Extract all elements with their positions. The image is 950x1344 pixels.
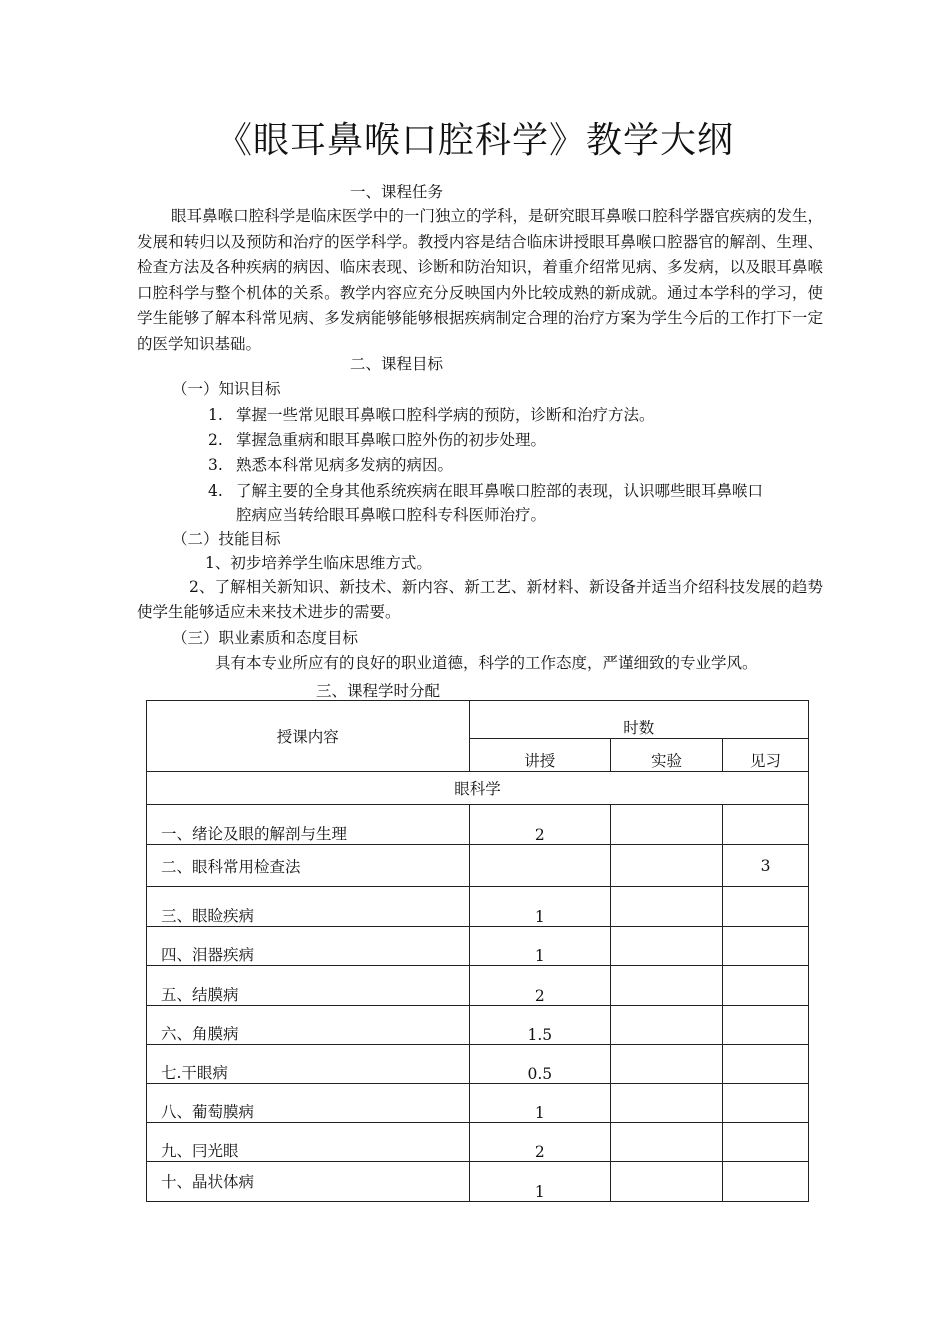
row-content: 六、角膜病: [147, 1006, 470, 1045]
table-row: [147, 1045, 809, 1084]
header-practice: 见习: [723, 739, 809, 772]
table-header-row: [147, 701, 809, 739]
row-practice: [723, 1162, 809, 1202]
row-lecture: 1: [469, 1162, 610, 1202]
table-row: [147, 805, 809, 845]
row-practice: [723, 927, 809, 966]
knowledge-item-text: 了解主要的全身其他系统疾病在眼耳鼻喉口腔部的表现，认识哪些眼耳鼻喉口: [236, 482, 764, 500]
knowledge-item-text: 掌握急重病和眼耳鼻喉口腔外伤的初步处理。: [236, 431, 547, 449]
course-task-paragraph: 眼耳鼻喉口腔科学是临床医学中的一门独立的学科，是研究眼耳鼻喉口腔科学器官疾病的发生，发展和转归以及预防和治疗的医学科学。教授内容是结合临床讲授眼耳鼻喉口腔器官的解剖、生理、检查方法及各种疾病的病因、临床表现、诊断和防治知识，着重介绍常见病、多发病，以及眼耳鼻喉口腔科学与整个机体的关系。教学内容应充分反映国内外比较成熟的新成就。通过本学科的学习，使学生能够了解本科常见病、多发病能够能够根据疾病制定合理的治疗方案为学生今后的工作打下一定的医学知识基础。: [137, 207, 823, 353]
row-lecture: 1: [469, 927, 610, 966]
section-heading-course-task: 一、课程任务: [350, 183, 444, 201]
table-row: [147, 1006, 809, 1045]
group-ophthalmology: 眼科学: [147, 772, 809, 805]
table-row: [147, 966, 809, 1006]
knowledge-item-number: 1.: [208, 406, 223, 424]
row-content: 八、葡萄膜病: [147, 1084, 470, 1123]
knowledge-item-number: 2.: [208, 431, 223, 449]
row-practice: [723, 1045, 809, 1084]
row-content: 三、眼睑疾病: [147, 887, 470, 927]
table-group-row: [147, 772, 809, 805]
row-lab: [611, 1045, 723, 1084]
document-title: 《眼耳鼻喉口腔科学》教学大纲: [215, 120, 734, 161]
row-content: 九、冃光眼: [147, 1123, 470, 1162]
row-content: 七.干眼病: [147, 1045, 470, 1084]
row-lecture: 0.5: [469, 1045, 610, 1084]
knowledge-item-text: 熟悉本科常见病多发病的病因。: [236, 456, 454, 474]
row-content: 四、泪器疾病: [147, 927, 470, 966]
row-practice: [723, 1006, 809, 1045]
skill-item-1: 1、初步培养学生临床思维方式。: [205, 554, 432, 572]
knowledge-item-text: 掌握一些常见眼耳鼻喉口腔科学病的预防，诊断和治疗方法。: [236, 406, 655, 424]
row-lab: [611, 845, 723, 887]
header-lab: 实验: [611, 739, 723, 772]
row-practice: 3: [723, 845, 809, 887]
row-lecture: 2: [469, 805, 610, 845]
row-practice: [723, 966, 809, 1006]
table-row: [147, 1123, 809, 1162]
row-lab: [611, 805, 723, 845]
row-lab: [611, 966, 723, 1006]
row-lecture: [469, 845, 610, 887]
row-lecture: 1: [469, 1084, 610, 1123]
row-content: 一、绪论及眼的解剖与生理: [147, 805, 470, 845]
row-lecture: 1.5: [469, 1006, 610, 1045]
knowledge-item-number: 4.: [208, 482, 223, 500]
row-lab: [611, 1084, 723, 1123]
row-practice: [723, 1123, 809, 1162]
skill-item-2: 2、了解相关新知识、新技术、新内容、新工艺、新材料、新设备并适当介绍科技发展的趋势使学生能够适应未来技术进步的需要。: [137, 578, 823, 621]
row-lecture: 2: [469, 1123, 610, 1162]
knowledge-item-number: 3.: [208, 456, 223, 474]
knowledge-item-text-continued: 腔病应当转给眼耳鼻喉口腔科专科医师治疗。: [236, 506, 547, 524]
knowledge-goals-heading: （一）知识目标: [172, 380, 281, 398]
table-row: [147, 845, 809, 887]
row-lab: [611, 1162, 723, 1202]
table-row: [147, 1162, 809, 1202]
row-lecture: 1: [469, 887, 610, 927]
header-hours: 时数: [469, 701, 808, 739]
section-heading-hours: 三、课程学时分配: [316, 682, 441, 700]
row-content: 二、眼科常用检查法: [147, 845, 470, 887]
skill-goals-heading: （二）技能目标: [172, 530, 281, 548]
row-lab: [611, 1123, 723, 1162]
row-practice: [723, 805, 809, 845]
row-lab: [611, 887, 723, 927]
header-lecture: 讲授: [469, 739, 610, 772]
attitude-goals-heading: （三）职业素质和态度目标: [172, 629, 359, 647]
section-heading-course-goals: 二、课程目标: [350, 355, 444, 373]
row-lab: [611, 927, 723, 966]
row-lecture: 2: [469, 966, 610, 1006]
attitude-goals-text: 具有本专业所应有的良好的职业道德，科学的工作态度，严谨细致的专业学风。: [215, 654, 758, 672]
row-content: 五、结膜病: [147, 966, 470, 1006]
table-row: [147, 927, 809, 966]
row-practice: [723, 1084, 809, 1123]
table-row: [147, 1084, 809, 1123]
hours-allocation-table: [146, 700, 809, 1202]
row-practice: [723, 887, 809, 927]
row-content: 十、晶状体病: [147, 1162, 470, 1202]
row-lab: [611, 1006, 723, 1045]
table-row: [147, 887, 809, 927]
header-content: 授课内容: [147, 701, 470, 772]
